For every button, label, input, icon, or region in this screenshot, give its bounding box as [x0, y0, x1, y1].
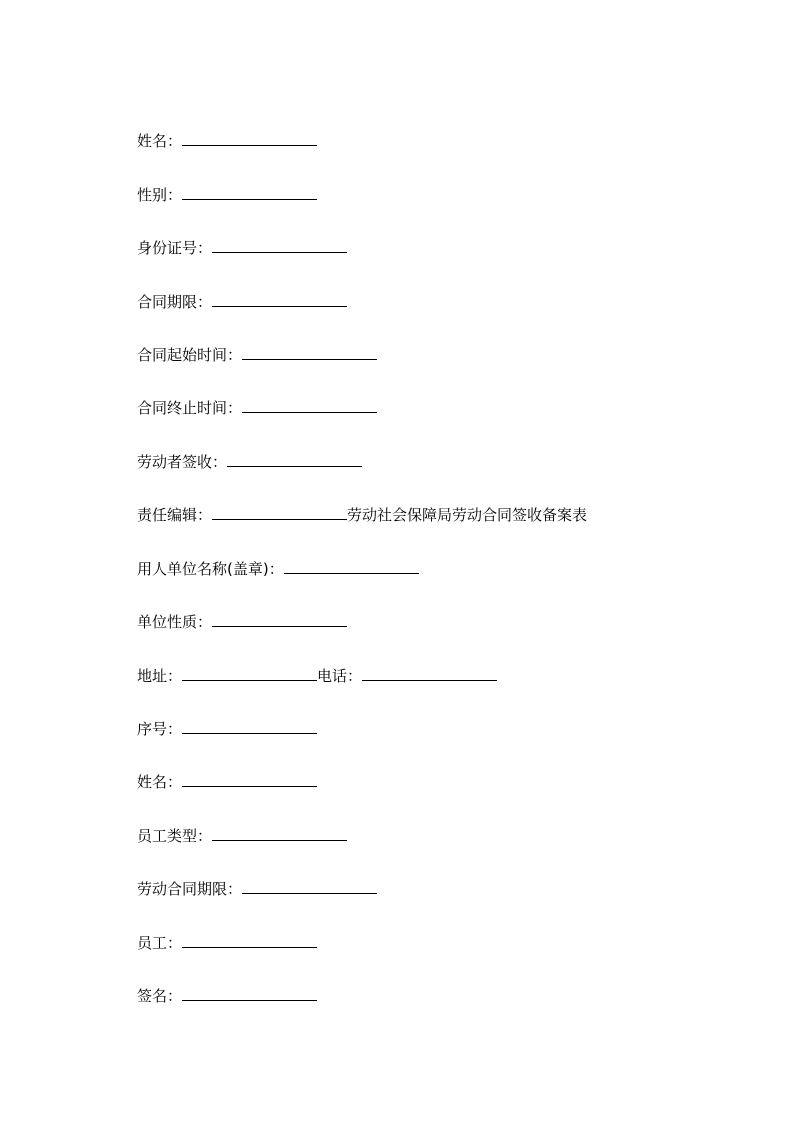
employee-type-label: 员工类型：: [137, 827, 213, 845]
serial-label: 序号：: [137, 720, 183, 738]
phone-label: 电话：: [317, 667, 363, 685]
employee-blank[interactable]: [182, 931, 317, 948]
phone-blank[interactable]: [362, 664, 497, 681]
labor-contract-term-label: 劳动合同期限：: [137, 880, 243, 898]
unit-nature-label: 单位性质：: [137, 613, 213, 631]
employee-row: [137, 931, 317, 953]
contract-start-row: [137, 343, 377, 365]
contract-end-label: 合同终止时间：: [137, 399, 243, 417]
name-label: 姓名：: [137, 132, 183, 150]
id-number-blank[interactable]: [212, 236, 347, 253]
contract-end-blank[interactable]: [242, 396, 377, 413]
unit-nature-row: [137, 610, 347, 632]
signature-label: 签名：: [137, 987, 183, 1005]
serial-row: [137, 717, 317, 739]
contract-end-row: [137, 396, 377, 418]
employer-name-label: 用人单位名称(盖章)：: [137, 560, 284, 578]
gender-row: [137, 183, 317, 205]
signature-row: [137, 984, 317, 1006]
editor-label: 责任编辑：: [137, 506, 213, 524]
address-row: [137, 664, 497, 686]
gender-blank[interactable]: [182, 183, 317, 200]
name-blank[interactable]: [182, 129, 317, 146]
gender-label: 性别：: [137, 186, 183, 204]
serial-blank[interactable]: [182, 717, 317, 734]
id-number-label: 身份证号：: [137, 239, 213, 257]
employee-label: 员工：: [137, 934, 183, 952]
contract-start-label: 合同起始时间：: [137, 346, 243, 364]
contract-term-row: [137, 290, 347, 312]
name2-blank[interactable]: [182, 770, 317, 787]
name2-row: [137, 770, 317, 792]
employer-name-row: [137, 557, 419, 579]
name2-label: 姓名：: [137, 773, 183, 791]
unit-nature-blank[interactable]: [212, 610, 347, 627]
worker-receipt-row: [137, 450, 362, 472]
labor-contract-term-blank[interactable]: [242, 877, 377, 894]
form-title: 劳动社会保障局劳动合同签收备案表: [347, 506, 588, 524]
worker-receipt-label: 劳动者签收：: [137, 453, 228, 471]
signature-blank[interactable]: [182, 984, 317, 1001]
editor-blank[interactable]: [212, 503, 347, 520]
address-blank[interactable]: [182, 664, 317, 681]
employee-type-row: [137, 824, 347, 846]
contract-start-blank[interactable]: [242, 343, 377, 360]
contract-term-blank[interactable]: [212, 290, 347, 307]
employee-type-blank[interactable]: [212, 824, 347, 841]
employer-name-blank[interactable]: [284, 557, 419, 574]
address-label: 地址：: [137, 667, 183, 685]
editor-row: [137, 503, 587, 525]
id-number-row: [137, 236, 347, 258]
labor-contract-term-row: [137, 877, 377, 899]
contract-term-label: 合同期限：: [137, 293, 213, 311]
name-row: [137, 129, 317, 151]
worker-receipt-blank[interactable]: [227, 450, 362, 467]
